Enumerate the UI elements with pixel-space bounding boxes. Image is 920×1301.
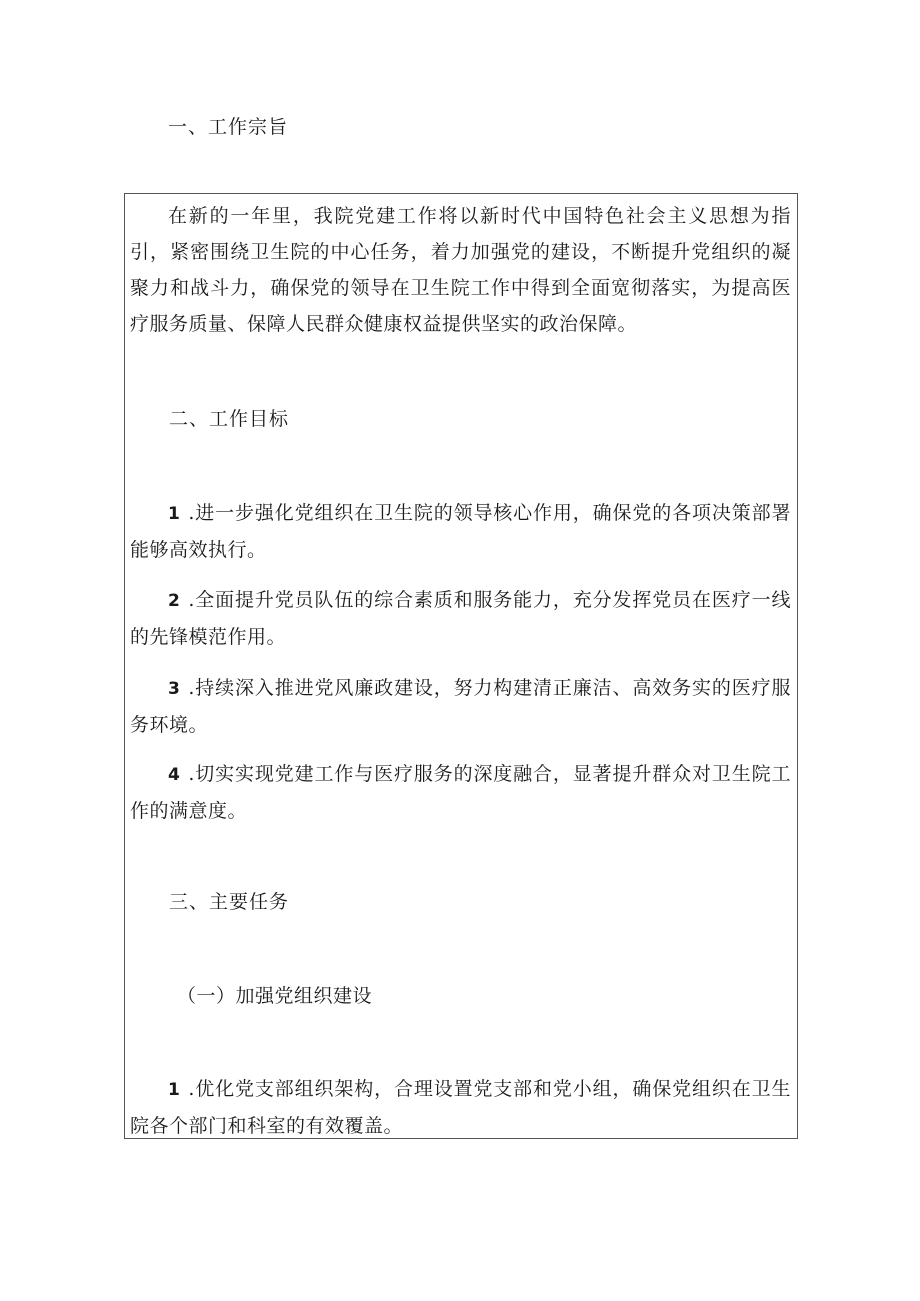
section-1-paragraph: 在新的一年里，我院党建工作将以新时代中国特色社会主义思想为指引，紧密围绕卫生院的中心任务，着力加强党的建设，不断提升党组织的凝聚力和战斗力，确保党的领导在卫生院工作中得到全面宽彻落实，为提高医疗服务质量、保障人民群众健康权益提供坚实的政治保障。 — [130, 205, 791, 335]
item-number: 1 — [168, 1080, 181, 1100]
section-3-subheading: （一）加强党组织建设 — [177, 985, 373, 1007]
section-1-heading: 一、工作宗旨 — [168, 116, 289, 138]
item-text: .切实实现党建工作与医疗服务的深度融合，显著提升群众对卫生院工作的满意度。 — [130, 763, 791, 822]
item-number: 4 — [168, 765, 181, 785]
item-text: .持续深入推进党风廉政建设，努力构建清正廉洁、高效务实的医疗服务环境。 — [130, 677, 791, 736]
section-3-heading: 三、主要任务 — [169, 891, 290, 913]
item-text: .优化党支部组织架构，合理设置党支部和党小组，确保党组织在卫生院各个部门和科室的有效覆盖。 — [130, 1078, 791, 1137]
section-2-heading: 二、工作目标 — [169, 408, 290, 430]
list-item — [125, 582, 797, 655]
list-item — [125, 670, 797, 743]
list-item — [125, 495, 797, 568]
item-text: .全面提升党员队伍的综合素质和服务能力，充分发挥党员在医疗一线的先锋模范作用。 — [130, 589, 791, 648]
item-number: 2 — [168, 591, 181, 611]
item-number: 3 — [168, 679, 181, 699]
list-item — [125, 756, 797, 829]
list-item — [125, 1071, 797, 1144]
item-number: 1 — [168, 504, 181, 524]
content-frame — [124, 193, 798, 1139]
item-text: .进一步强化党组织在卫生院的领导核心作用，确保党的各项决策部署能够高效执行。 — [130, 502, 791, 561]
